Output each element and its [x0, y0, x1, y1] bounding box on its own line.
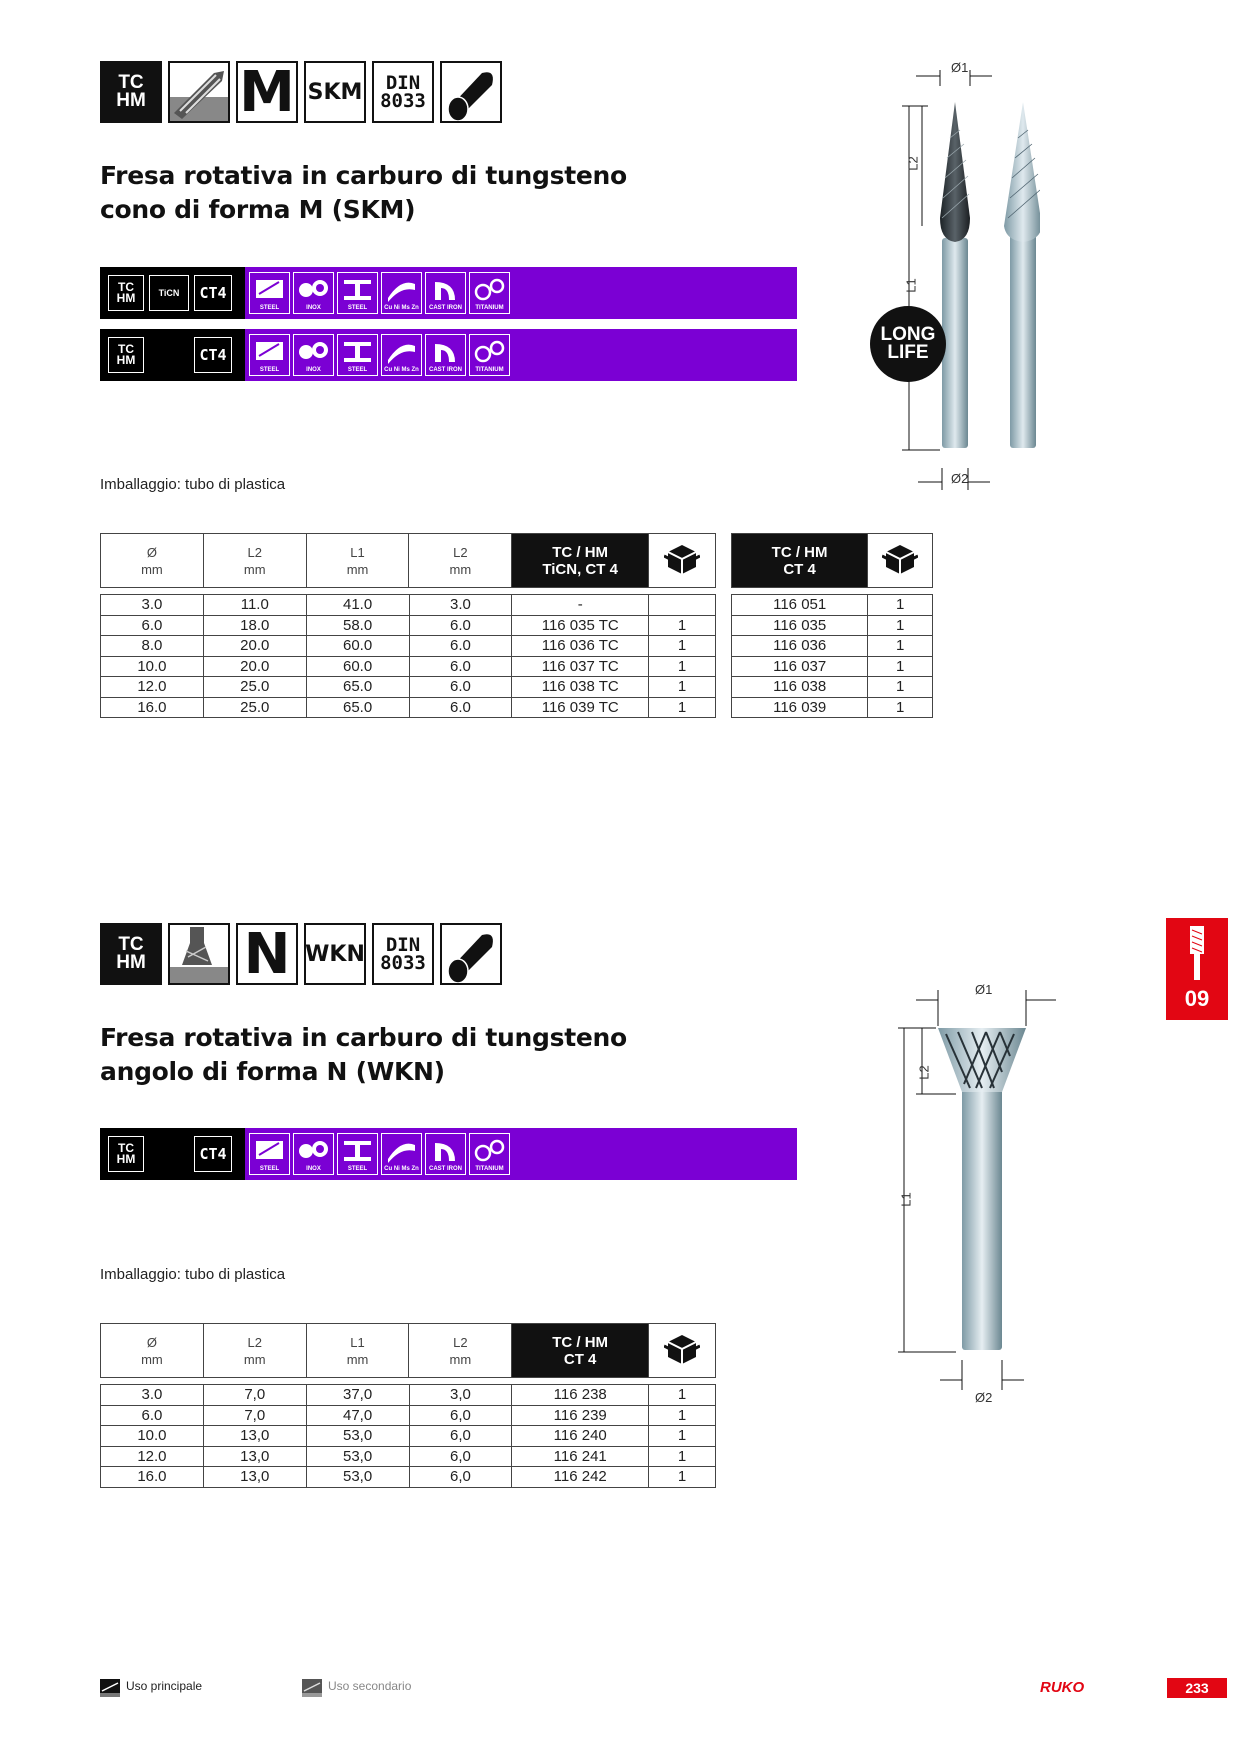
titanium-icon [469, 1133, 510, 1175]
table-row [101, 595, 716, 616]
shank-icon [440, 923, 502, 985]
material-label: Cu Ni Ms Zn [384, 1166, 419, 1172]
table-cell: - [512, 595, 649, 616]
table-cell: 6.0 [101, 1405, 204, 1426]
cast-iron-icon [425, 334, 466, 376]
cast-iron-icon [425, 272, 466, 314]
dim-d2: Ø2 [975, 1390, 993, 1405]
table-cell: 116 036 TC [512, 636, 649, 657]
materials-bar [245, 329, 797, 381]
inox-icon [293, 1133, 334, 1175]
table-cell: 116 035 TC [512, 615, 649, 636]
col-header-code-ticn: TC / HM TiCN, CT 4 [512, 534, 649, 588]
ticn-badge: TiCN [149, 275, 189, 311]
dim-l2: L2 [905, 156, 921, 171]
coating-strip-ct4-wkn [100, 1128, 797, 1180]
table-cell: 1 [868, 615, 933, 636]
table-row [101, 1385, 716, 1406]
table-cell: 25.0 [203, 677, 306, 698]
table-row [732, 615, 933, 636]
col-header-l2: L2 mm [203, 1324, 306, 1378]
col-header-l1: L1 mm [306, 1324, 409, 1378]
ct4-badge: CT4 [194, 275, 232, 311]
col-header-code: TC / HM CT 4 [512, 1324, 649, 1378]
table-cell: 6,0 [409, 1446, 512, 1467]
brand-logo: RUKO [1040, 1679, 1085, 1696]
col-header-l2: L2 mm [203, 534, 306, 588]
table-cell: 13,0 [203, 1446, 306, 1467]
material-label: Cu Ni Ms Zn [384, 305, 419, 311]
titanium-icon [469, 272, 510, 314]
material-label: INOX [306, 1166, 321, 1172]
tc-hm-badge: TC HM [108, 1136, 144, 1172]
table-skm-ct4 [731, 594, 933, 718]
table-cell: 116 035 [732, 615, 868, 636]
material-label: STEEL [347, 1166, 368, 1172]
steel-icon [337, 272, 378, 314]
table-header-skm [100, 533, 716, 588]
shape-code: SKM [304, 61, 366, 123]
steel-icon [337, 334, 378, 376]
table-row [101, 1446, 716, 1467]
table-cell: 1 [649, 636, 716, 657]
material-label: Cu Ni Ms Zn [384, 367, 419, 373]
titanium-icon [469, 334, 510, 376]
package-icon [649, 1324, 716, 1378]
table-cell: 1 [868, 656, 933, 677]
table-cell: 12.0 [101, 1446, 204, 1467]
non-ferrous-icon [381, 334, 422, 376]
dim-l1: L1 [898, 1192, 914, 1207]
high-strength-steel-icon [249, 1133, 290, 1175]
table-cell: 6,0 [409, 1426, 512, 1447]
table-cell: 116 051 [732, 595, 868, 616]
table-wkn [100, 1384, 716, 1488]
material-label: STEEL [259, 367, 280, 373]
table-cell: 1 [649, 1385, 716, 1406]
section1-title: Fresa rotativa in carburo di tungsteno cono di forma M (SKM) [100, 161, 627, 224]
shank-icon [440, 61, 502, 123]
table-cell: 13,0 [203, 1426, 306, 1447]
shape-letter: M [236, 61, 298, 123]
table-cell: 53,0 [306, 1446, 409, 1467]
material-label: CAST IRON [429, 1166, 462, 1172]
table-row [101, 656, 716, 677]
din-norm: DIN 8033 [372, 923, 434, 985]
table-cell: 3.0 [101, 1385, 204, 1406]
material-label: STEEL [259, 305, 280, 311]
table-cell: 6.0 [409, 697, 512, 718]
col-header-shank: L2 mm [409, 1324, 512, 1378]
chapter-number: 09 [1184, 986, 1210, 1011]
table-cell: 1 [649, 615, 716, 636]
table-skm [100, 594, 716, 718]
material-label: INOX [306, 367, 321, 373]
table-cell: 12.0 [101, 677, 204, 698]
non-ferrous-icon [381, 272, 422, 314]
table-cell: 1 [649, 1405, 716, 1426]
col-header-diameter: Ø mm [101, 1324, 204, 1378]
dim-d1: Ø1 [975, 982, 993, 997]
table-cell: 3.0 [101, 595, 204, 616]
table-cell: 65.0 [306, 677, 409, 698]
table-row [732, 636, 933, 657]
table-cell: 58.0 [306, 615, 409, 636]
steel-icon [337, 1133, 378, 1175]
non-ferrous-icon [381, 1133, 422, 1175]
table-row [101, 636, 716, 657]
table-cell: 116 037 TC [512, 656, 649, 677]
table-cell: 41.0 [306, 595, 409, 616]
col-header-code-ct4: TC / HM CT 4 [732, 534, 868, 588]
table-cell: 116 240 [512, 1426, 649, 1447]
col-header-diameter: Ø mm [101, 534, 204, 588]
table-cell: 116 039 TC [512, 697, 649, 718]
table-cell: 6.0 [101, 615, 204, 636]
table-cell: 6.0 [409, 677, 512, 698]
table-header-wkn [100, 1323, 716, 1378]
table-cell: 1 [868, 697, 933, 718]
table-cell: 3,0 [409, 1385, 512, 1406]
table-cell: 1 [868, 677, 933, 698]
table-cell: 7,0 [203, 1385, 306, 1406]
dim-l2: L2 [916, 1065, 932, 1080]
page-number: 233 [1167, 1678, 1227, 1698]
shape-letter: N [236, 923, 298, 985]
table-cell: 6.0 [409, 656, 512, 677]
table-cell: 53,0 [306, 1426, 409, 1447]
col-header-shank: L2 mm [409, 534, 512, 588]
inox-icon [293, 272, 334, 314]
long-life-badge: LONG LIFE [870, 306, 946, 382]
table-cell: 116 038 [732, 677, 868, 698]
material-label: CAST IRON [429, 367, 462, 373]
package-icon [868, 534, 933, 588]
table-row [101, 615, 716, 636]
table-row [732, 595, 933, 616]
table-cell: 11.0 [203, 595, 306, 616]
table-cell: 116 039 [732, 697, 868, 718]
wkn-burr-illustration [896, 980, 1066, 1420]
primary-use-label: Uso principale [126, 1679, 203, 1693]
table-cell: 60.0 [306, 656, 409, 677]
table-cell: 1 [649, 1446, 716, 1467]
dim-l1: L1 [903, 278, 919, 293]
material-label: TITANIUM [475, 367, 504, 373]
material-label: STEEL [347, 367, 368, 373]
table-cell: 6,0 [409, 1405, 512, 1426]
material-label: STEEL [259, 1166, 280, 1172]
table-row [101, 1467, 716, 1488]
high-strength-steel-icon [249, 334, 290, 376]
table-cell: 25.0 [203, 697, 306, 718]
icon-row-wkn [100, 923, 502, 985]
material-label: STEEL [347, 305, 368, 311]
table-cell: 1 [649, 1426, 716, 1447]
table-cell: 47,0 [306, 1405, 409, 1426]
table-cell: 8.0 [101, 636, 204, 657]
table-cell: 1 [649, 656, 716, 677]
inox-icon [293, 334, 334, 376]
tc-hm-badge: TC HM [108, 275, 144, 311]
ct4-badge: CT4 [194, 337, 232, 373]
table-cell: 6,0 [409, 1467, 512, 1488]
table-row [732, 656, 933, 677]
table-cell [649, 595, 716, 616]
table-cell: 1 [649, 677, 716, 698]
table-cell: 1 [868, 636, 933, 657]
material-label: CAST IRON [429, 305, 462, 311]
table-cell: 20.0 [203, 656, 306, 677]
table-cell: 3.0 [409, 595, 512, 616]
table-cell: 116 038 TC [512, 677, 649, 698]
table-cell: 10.0 [101, 656, 204, 677]
material-label: INOX [306, 305, 321, 311]
table-cell: 7,0 [203, 1405, 306, 1426]
table-cell: 65.0 [306, 697, 409, 718]
table-cell: 53,0 [306, 1467, 409, 1488]
coating-strip-ticn [100, 267, 797, 319]
tc-hm-badge: TC HM [108, 337, 144, 373]
shape-code: WKN [304, 923, 366, 985]
grinding-icon [168, 923, 230, 985]
tc-hm-badge: TC HM [100, 61, 162, 123]
table-header-ct4 [731, 533, 933, 588]
materials-bar [245, 1128, 797, 1180]
table-cell: 60.0 [306, 636, 409, 657]
materials-bar [245, 267, 797, 319]
chapter-tab [1166, 918, 1228, 1020]
table-cell: 16.0 [101, 697, 204, 718]
table-cell: 116 241 [512, 1446, 649, 1467]
coating-strip-ct4 [100, 329, 797, 381]
table-cell: 116 239 [512, 1405, 649, 1426]
table-cell: 10.0 [101, 1426, 204, 1447]
table-cell: 116 238 [512, 1385, 649, 1406]
table-row [732, 697, 933, 718]
ct4-badge: CT4 [194, 1136, 232, 1172]
cast-iron-icon [425, 1133, 466, 1175]
table-cell: 18.0 [203, 615, 306, 636]
table-row [101, 1405, 716, 1426]
high-strength-steel-icon [249, 272, 290, 314]
icon-row-skm [100, 61, 502, 123]
dim-d2: Ø2 [951, 471, 969, 486]
secondary-use-label: Uso secondario [328, 1679, 412, 1693]
packaging-note: Imballaggio: tubo di plastica [100, 1266, 286, 1283]
package-icon [649, 534, 716, 588]
table-cell: 20.0 [203, 636, 306, 657]
table-row [101, 677, 716, 698]
table-row [101, 697, 716, 718]
table-cell: 6.0 [409, 615, 512, 636]
table-row [101, 1426, 716, 1447]
material-label: TITANIUM [475, 1166, 504, 1172]
col-header-l1: L1 mm [306, 534, 409, 588]
primary-use-icon [100, 1679, 120, 1697]
table-cell: 116 037 [732, 656, 868, 677]
secondary-use-icon [302, 1679, 322, 1697]
table-cell: 13,0 [203, 1467, 306, 1488]
table-cell: 37,0 [306, 1385, 409, 1406]
table-cell: 6.0 [409, 636, 512, 657]
dim-d1: Ø1 [951, 60, 969, 75]
grinding-icon [168, 61, 230, 123]
table-cell: 116 036 [732, 636, 868, 657]
section2-title: Fresa rotativa in carburo di tungsteno angolo di forma N (WKN) [100, 1023, 627, 1086]
table-row [732, 677, 933, 698]
table-cell: 1 [868, 595, 933, 616]
table-cell: 116 242 [512, 1467, 649, 1488]
tc-hm-badge: TC HM [100, 923, 162, 985]
din-norm: DIN 8033 [372, 61, 434, 123]
table-cell: 1 [649, 697, 716, 718]
table-cell: 1 [649, 1467, 716, 1488]
material-label: TITANIUM [475, 305, 504, 311]
packaging-note: Imballaggio: tubo di plastica [100, 476, 286, 493]
table-cell: 16.0 [101, 1467, 204, 1488]
